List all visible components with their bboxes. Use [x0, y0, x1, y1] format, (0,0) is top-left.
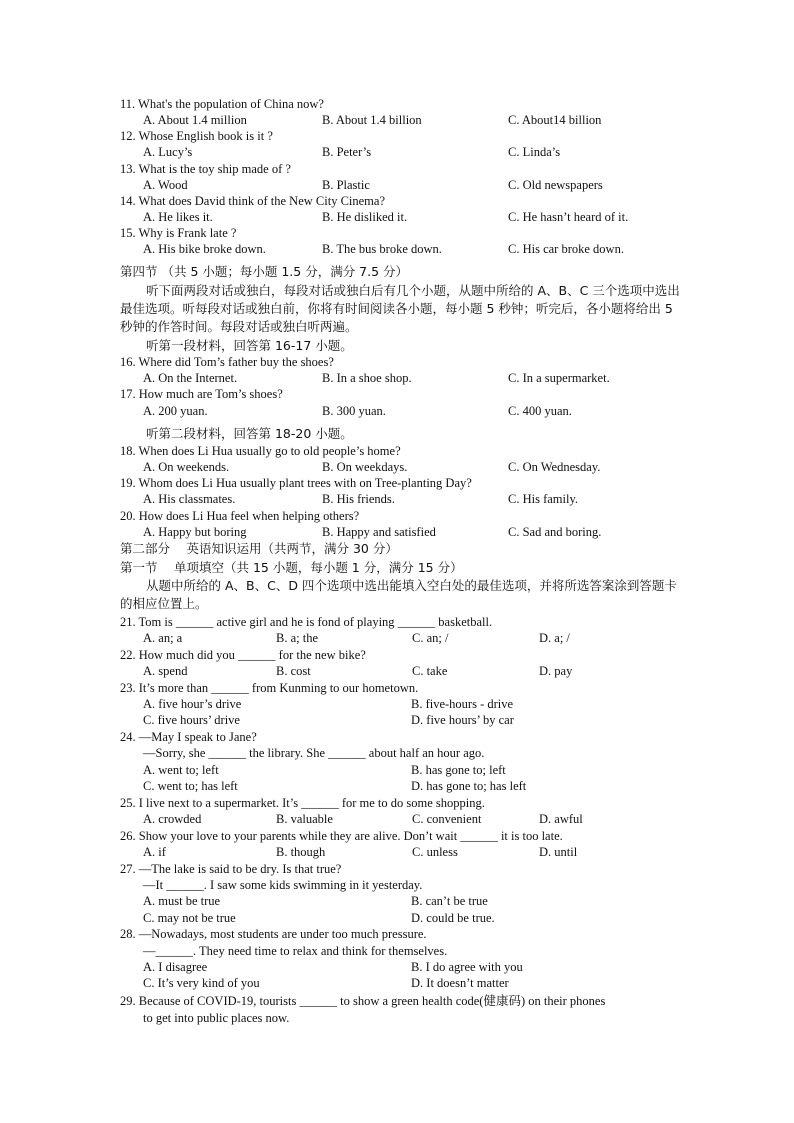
options-q23-row1	[0, 696, 794, 712]
option-a: A. five hour’s drive	[143, 697, 242, 711]
options-q11	[0, 112, 794, 128]
question-stem: 26. Show your love to your parents while they are alive. Don’t wait ______ it is too late.	[120, 829, 563, 843]
option-d: D. pay	[539, 664, 573, 678]
option-d: D. a; /	[539, 631, 570, 645]
option-c: C. five hours’ drive	[143, 713, 240, 727]
option-b: B. Happy and satisfied	[322, 525, 436, 539]
question-stem: 13. What is the toy ship made of ?	[120, 162, 291, 176]
question-stem: 15. Why is Frank late ?	[120, 226, 237, 240]
option-c: C. an; /	[412, 631, 449, 645]
question-stem-continued: to get into public places now.	[143, 1011, 290, 1025]
question-q21	[0, 614, 794, 630]
question-stem: 18. When does Li Hua usually go to old people’s home?	[120, 444, 401, 458]
question-q14	[0, 193, 794, 209]
option-b: B. About 1.4 billion	[322, 113, 422, 127]
question-stem: 21. Tom is ______ active girl and he is fond of playing ______ basketball.	[120, 615, 493, 629]
option-b: B. On weekdays.	[322, 460, 408, 474]
option-b: B. 300 yuan.	[322, 404, 386, 418]
option-b: B. has gone to; left	[411, 763, 506, 777]
question-stem: 12. Whose English book is it ?	[120, 129, 273, 143]
option-d: D. until	[539, 845, 578, 859]
question-q26	[0, 828, 794, 844]
options-q22	[0, 663, 794, 679]
options-q25	[0, 811, 794, 827]
option-c: C. take	[412, 664, 448, 678]
question-q28	[0, 926, 794, 942]
question-stem: 27. —The lake is said to be dry. Is that true?	[120, 862, 342, 876]
material1-label	[0, 338, 794, 354]
question-q29-continued	[0, 1010, 794, 1026]
option-a: A. 200 yuan.	[143, 404, 208, 418]
section4-instructions: 听下面两段对话或独白，每段对话或独白后有几个小题，从题中所给的 A、B、C 三个选项中选出最佳选项。听每段对话或独白前，你将有时间阅读各小题，每小题 5 秒钟；听完后，各小题将给出 5 秒钟的作答时间。每段对话或独白听两遍。	[120, 283, 680, 334]
options-q23-row2	[0, 712, 794, 728]
question-stem: 11. What's the population of China now?	[120, 97, 324, 111]
section-heading: 第四节 （共 5 小题；每小题 1.5 分，满分 7.5 分）	[120, 264, 409, 279]
option-b: B. Peter’s	[322, 145, 372, 159]
option-b: B. The bus broke down.	[322, 242, 442, 256]
part-heading: 第二部分 英语知识运用（共两节，满分 30 分）	[120, 541, 398, 556]
option-b: B. cost	[276, 664, 311, 678]
question-stem: 28. —Nowadays, most students are under too much pressure.	[120, 927, 427, 941]
option-c: C. Linda’s	[508, 145, 561, 159]
material-label: 听第一段材料，回答第 16-17 小题。	[146, 338, 353, 353]
options-q27-row1	[0, 893, 794, 909]
question-q17	[0, 386, 794, 402]
option-b: B. He disliked it.	[322, 210, 408, 224]
option-c: C. He hasn’t heard of it.	[508, 210, 629, 224]
option-a: A. if	[143, 845, 166, 859]
option-c: C. convenient	[412, 812, 482, 826]
question-q13	[0, 161, 794, 177]
options-q24-row1	[0, 762, 794, 778]
options-q21	[0, 630, 794, 646]
option-a: A. He likes it.	[143, 210, 213, 224]
question-q20	[0, 508, 794, 524]
question-stem: 17. How much are Tom’s shoes?	[120, 387, 283, 401]
options-q26	[0, 844, 794, 860]
option-a: A. an; a	[143, 631, 183, 645]
option-d: D. five hours’ by car	[411, 713, 514, 727]
options-q20	[0, 524, 794, 540]
option-a: A. On the Internet.	[143, 371, 238, 385]
options-q28-row2	[0, 975, 794, 991]
option-a: A. spend	[143, 664, 188, 678]
question-q16	[0, 354, 794, 370]
question-q15	[0, 225, 794, 241]
options-q27-row2	[0, 910, 794, 926]
option-d: D. could be true.	[411, 911, 495, 925]
options-q15	[0, 241, 794, 257]
question-stem-continued: —______. They need time to relax and think for themselves.	[143, 944, 448, 958]
part2-section1-heading	[0, 560, 794, 576]
option-c: C. It’s very kind of you	[143, 976, 260, 990]
question-stem: 23. It’s more than ______ from Kunming to our hometown.	[120, 681, 419, 695]
part2-instructions: 从题中所给的 A、B、C、D 四个选项中选出能填入空白处的最佳选项，并将所选答案涂到答题卡的相应位置上。	[120, 578, 677, 611]
options-q24-row2	[0, 778, 794, 794]
options-q28-row1	[0, 959, 794, 975]
option-b: B. I do agree with you	[411, 960, 523, 974]
option-a: A. His bike broke down.	[143, 242, 266, 256]
question-q24	[0, 729, 794, 745]
option-a: A. I disagree	[143, 960, 208, 974]
option-b: B. His friends.	[322, 492, 395, 506]
material2-label	[0, 426, 794, 442]
options-q14	[0, 209, 794, 225]
option-d: D. awful	[539, 812, 583, 826]
question-q27-continued	[0, 877, 794, 893]
question-q23	[0, 680, 794, 696]
option-c: C. Sad and boring.	[508, 525, 602, 539]
question-q24-continued	[0, 745, 794, 761]
option-c: C. Old newspapers	[508, 178, 603, 192]
option-a: A. Happy but boring	[143, 525, 247, 539]
option-b: B. a; the	[276, 631, 319, 645]
option-c: C. unless	[412, 845, 458, 859]
options-q19	[0, 491, 794, 507]
question-stem: 24. —May I speak to Jane?	[120, 730, 257, 744]
option-c: C. 400 yuan.	[508, 404, 572, 418]
question-q29	[0, 993, 794, 1009]
option-a: A. His classmates.	[143, 492, 236, 506]
question-stem: 16. Where did Tom’s father buy the shoes?	[120, 355, 334, 369]
question-stem: 19. Whom does Li Hua usually plant trees with on Tree-planting Day?	[120, 476, 472, 490]
question-stem: 20. How does Li Hua feel when helping others?	[120, 509, 360, 523]
option-d: D. It doesn’t matter	[411, 976, 509, 990]
option-d: D. has gone to; has left	[411, 779, 527, 793]
question-q25	[0, 795, 794, 811]
option-b: B. can’t be true	[411, 894, 488, 908]
options-q12	[0, 144, 794, 160]
option-a: A. went to; left	[143, 763, 219, 777]
option-a: A. crowded	[143, 812, 202, 826]
question-stem-continued: —It ______. I saw some kids swimming in it yesterday.	[143, 878, 423, 892]
option-c: C. went to; has left	[143, 779, 238, 793]
question-stem: 25. I live next to a supermarket. It’s ______ for me to do some shopping.	[120, 796, 485, 810]
question-q18	[0, 443, 794, 459]
option-a: A. On weekends.	[143, 460, 230, 474]
question-stem: 22. How much did you ______ for the new bike?	[120, 648, 366, 662]
option-b: B. Plastic	[322, 178, 370, 192]
section-heading: 第一节 单项填空（共 15 小题，每小题 1 分，满分 15 分）	[120, 560, 463, 575]
option-b: B. valuable	[276, 812, 333, 826]
option-b: B. though	[276, 845, 326, 859]
options-q16	[0, 370, 794, 386]
question-stem: 14. What does David think of the New City Cinema?	[120, 194, 385, 208]
option-b: B. five-hours - drive	[411, 697, 514, 711]
option-c: C. may not be true	[143, 911, 236, 925]
option-c: C. About14 billion	[508, 113, 602, 127]
option-c: C. His family.	[508, 492, 579, 506]
question-q27	[0, 861, 794, 877]
question-q11	[0, 96, 794, 112]
option-c: C. On Wednesday.	[508, 460, 601, 474]
option-a: A. Lucy’s	[143, 145, 193, 159]
option-c: C. His car broke down.	[508, 242, 624, 256]
question-q28-continued	[0, 943, 794, 959]
options-q13	[0, 177, 794, 193]
question-q22	[0, 647, 794, 663]
question-q19	[0, 475, 794, 491]
option-a: A. About 1.4 million	[143, 113, 247, 127]
question-stem: 29. Because of COVID-19, tourists ______ to show a green health code(健康码) on their phones	[120, 994, 606, 1008]
option-a: A. Wood	[143, 178, 188, 192]
options-q18	[0, 459, 794, 475]
material-label: 听第二段材料，回答第 18-20 小题。	[146, 426, 353, 441]
option-a: A. must be true	[143, 894, 221, 908]
section4-heading	[0, 264, 794, 280]
part2-heading	[0, 541, 794, 557]
options-q17	[0, 403, 794, 419]
question-stem-continued: —Sorry, she ______ the library. She ______ about half an hour ago.	[143, 746, 485, 760]
option-b: B. In a shoe shop.	[322, 371, 412, 385]
question-q12	[0, 128, 794, 144]
option-c: C. In a supermarket.	[508, 371, 610, 385]
